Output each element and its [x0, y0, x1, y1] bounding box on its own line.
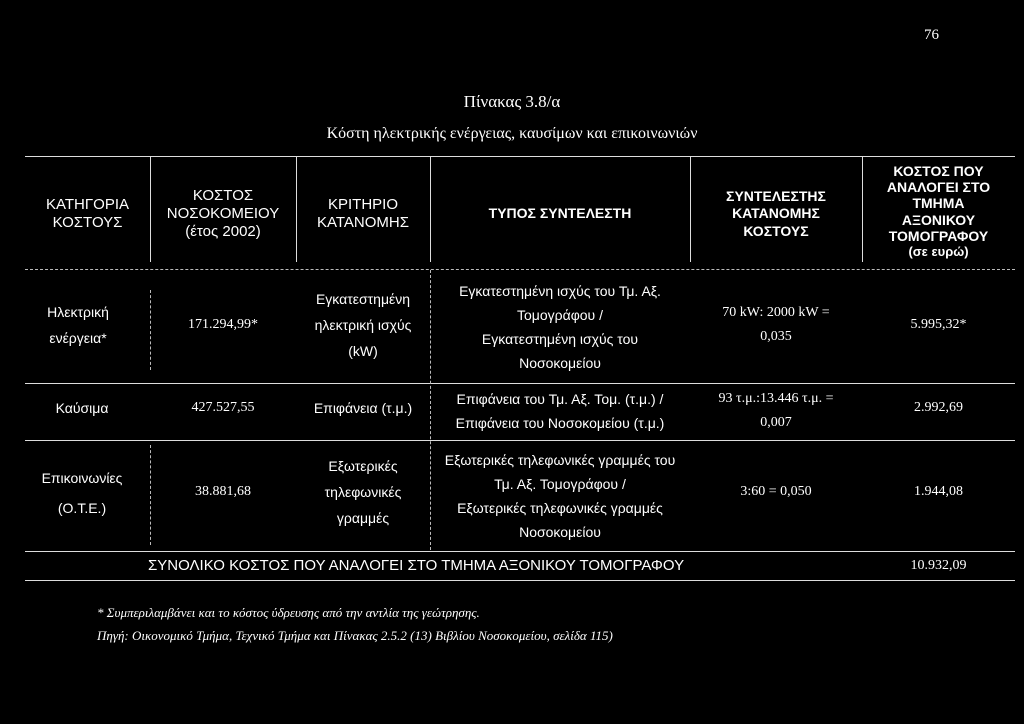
- header-hospital-cost-line-1: ΚΟΣΤΟΣ: [192, 186, 254, 204]
- header-coefficient-line-3: ΚΟΣΤΟΥΣ: [743, 222, 809, 239]
- header-dept-cost-line-4: ΑΞΟΝΙΚΟΥ: [901, 211, 976, 228]
- table-top-border: [25, 156, 1015, 157]
- header-hospital-cost: [150, 172, 296, 256]
- header-coefficient-type-line-1: ΤΥΠΟΣ ΣΥΝΤΕΛΕΣΤΗ: [488, 205, 632, 222]
- row3-category-line-1: Επικοινωνίες: [41, 470, 123, 486]
- row2-coefficient-type: [430, 384, 690, 438]
- row3-criterion-line-3: γραμμές: [336, 510, 390, 526]
- header-criterion-line-1: ΚΡΙΤΗΡΙΟ: [327, 195, 398, 213]
- header-coefficient-type: [430, 172, 690, 256]
- row2-coefficient-line-1: 93 τ.μ.:13.446 τ.μ. =: [718, 391, 834, 406]
- row-divider-2: [25, 440, 1015, 441]
- row1-coefficient: [690, 300, 862, 350]
- row2-dept-cost: 2.992,69: [914, 399, 963, 415]
- row2-hospital-cost: 427.527,55: [191, 399, 255, 415]
- row1-criterion-line-3: (kW): [348, 343, 378, 359]
- header-coefficient-line-2: ΚΑΤΑΝΟΜΗΣ: [732, 205, 820, 222]
- header-criterion-line-2: ΚΑΤΑΝΟΜΗΣ: [316, 214, 410, 231]
- table-number: Πίνακας 3.8/α: [463, 92, 561, 111]
- row1-coefficient-type-line-1: Εγκατεστημένη ισχύς του Τμ. Αξ.: [459, 283, 661, 299]
- header-hospital-cost-line-2: ΝΟΣΟΚΟΜΕΙΟΥ: [166, 204, 280, 222]
- header-dept-cost-line-5: ΤΟΜΟΓΡΑΦΟΥ: [888, 227, 989, 244]
- row2-coefficient-type-line-2: Επιφάνεια του Νοσοκομείου (τ.μ.): [455, 415, 665, 431]
- row3-coefficient-type-line-4: Νοσοκομείου: [519, 524, 601, 540]
- header-category-line-1: ΚΑΤΗΓΟΡΙΑ: [46, 195, 129, 213]
- header-category: [25, 172, 150, 256]
- row1-dept-cost: 5.995,32*: [910, 316, 967, 332]
- row3-criterion-line-1: Εξωτερικές: [328, 458, 398, 474]
- header-category-line-2: ΚΟΣΤΟΥΣ: [52, 214, 123, 231]
- row1-coefficient-type-line-2: Τομογράφου /: [516, 307, 603, 323]
- total-label: ΣΥΝΟΛΙΚΟ ΚΟΣΤΟΣ ΠΟΥ ΑΝΑΛΟΓΕΙ ΣΤΟ ΤΜΗΜΑ ΑΞΟΝΙΚΟΥ ΤΟΜΟΓΡΑΦΟΥ: [148, 557, 685, 574]
- source-note: Πηγή: Οικονομικό Τμήμα, Τεχνικό Τμήμα και Πίνακας 2.5.2 (13) Βιβλίου Νοσοκομείου, σελίδα 115): [97, 628, 613, 643]
- row3-dept-cost: 1.944,08: [914, 483, 963, 499]
- table-bottom-border: [25, 580, 1015, 581]
- row2-coefficient-type-line-1: Επιφάνεια του Τμ. Αξ. Τομ. (τ.μ.) /: [456, 391, 664, 407]
- header-coefficient-line-1: ΣΥΝΤΕΛΕΣΤΗΣ: [726, 188, 826, 205]
- row1-coefficient-type-line-3: Εγκατεστημένη ισχύς του: [481, 331, 639, 347]
- row-divider-3: [25, 551, 1015, 552]
- header-bottom-border: [25, 269, 1015, 270]
- row1-category-line-2: ενέργεια*: [49, 330, 107, 346]
- row1-coefficient-line-2: 0,035: [760, 329, 792, 344]
- row1-hospital-cost: 171.294,99*: [188, 316, 258, 332]
- row2-coefficient-line-2: 0,007: [760, 415, 792, 430]
- footnote: * Συμπεριλαμβάνει και το κόστος ύδρευσης από την αντλία της γεώτρησης.: [97, 605, 480, 620]
- header-criterion: [296, 172, 430, 256]
- row3-coefficient-type-line-3: Εξωτερικές τηλεφωνικές γραμμές: [457, 500, 663, 516]
- header-dept-cost-unit: (σε ευρώ): [908, 244, 969, 260]
- row1-category-line-1: Ηλεκτρική: [47, 304, 109, 320]
- row3-coefficient-type-line-1: Εξωτερικές τηλεφωνικές γραμμές του: [444, 452, 676, 468]
- row2-category: Καύσιμα: [55, 399, 109, 416]
- row1-coefficient-type-line-4: Νοσοκομείου: [519, 355, 601, 371]
- row2-coefficient: [690, 384, 862, 438]
- total-value: 10.932,09: [910, 557, 967, 573]
- header-dept-cost: [862, 158, 1015, 264]
- row3-coefficient-type: [430, 442, 690, 550]
- row1-coefficient-type: [430, 273, 690, 381]
- row3-criterion: [296, 450, 430, 534]
- row1-category: [18, 290, 138, 360]
- row2-criterion: Επιφάνεια (τ.μ.): [313, 399, 413, 416]
- page-number: 76: [924, 27, 939, 43]
- row1-coefficient-line-1: 70 kW: 2000 kW =: [722, 305, 830, 320]
- row1-criterion-line-2: ηλεκτρική ισχύς: [314, 317, 412, 333]
- row3-criterion-line-2: τηλεφωνικές: [324, 484, 402, 500]
- row3-category-line-2: (Ο.Τ.Ε.): [57, 500, 107, 516]
- header-dept-cost-line-1: ΚΟΣΤΟΣ ΠΟΥ: [893, 162, 984, 179]
- row3-coefficient: 3:60 = 0,050: [740, 483, 812, 499]
- header-hospital-cost-line-3: (έτος 2002): [185, 223, 261, 241]
- header-dept-cost-line-2: ΑΝΑΛΟΓΕΙ ΣΤΟ: [886, 179, 991, 196]
- row1-criterion-line-1: Εγκατεστημένη: [315, 291, 411, 307]
- row3-category: [22, 460, 142, 526]
- header-dept-cost-line-3: ΤΜΗΜΑ: [912, 195, 965, 212]
- row3-hospital-cost: 38.881,68: [195, 483, 251, 499]
- row3-coefficient-type-line-2: Τμ. Αξ. Τομογράφου /: [494, 476, 626, 492]
- row1-criterion: [296, 280, 430, 370]
- table-title: Κόστη ηλεκτρικής ενέργειας, καυσίμων και επικοινωνιών: [326, 125, 698, 142]
- header-coefficient: [690, 172, 862, 256]
